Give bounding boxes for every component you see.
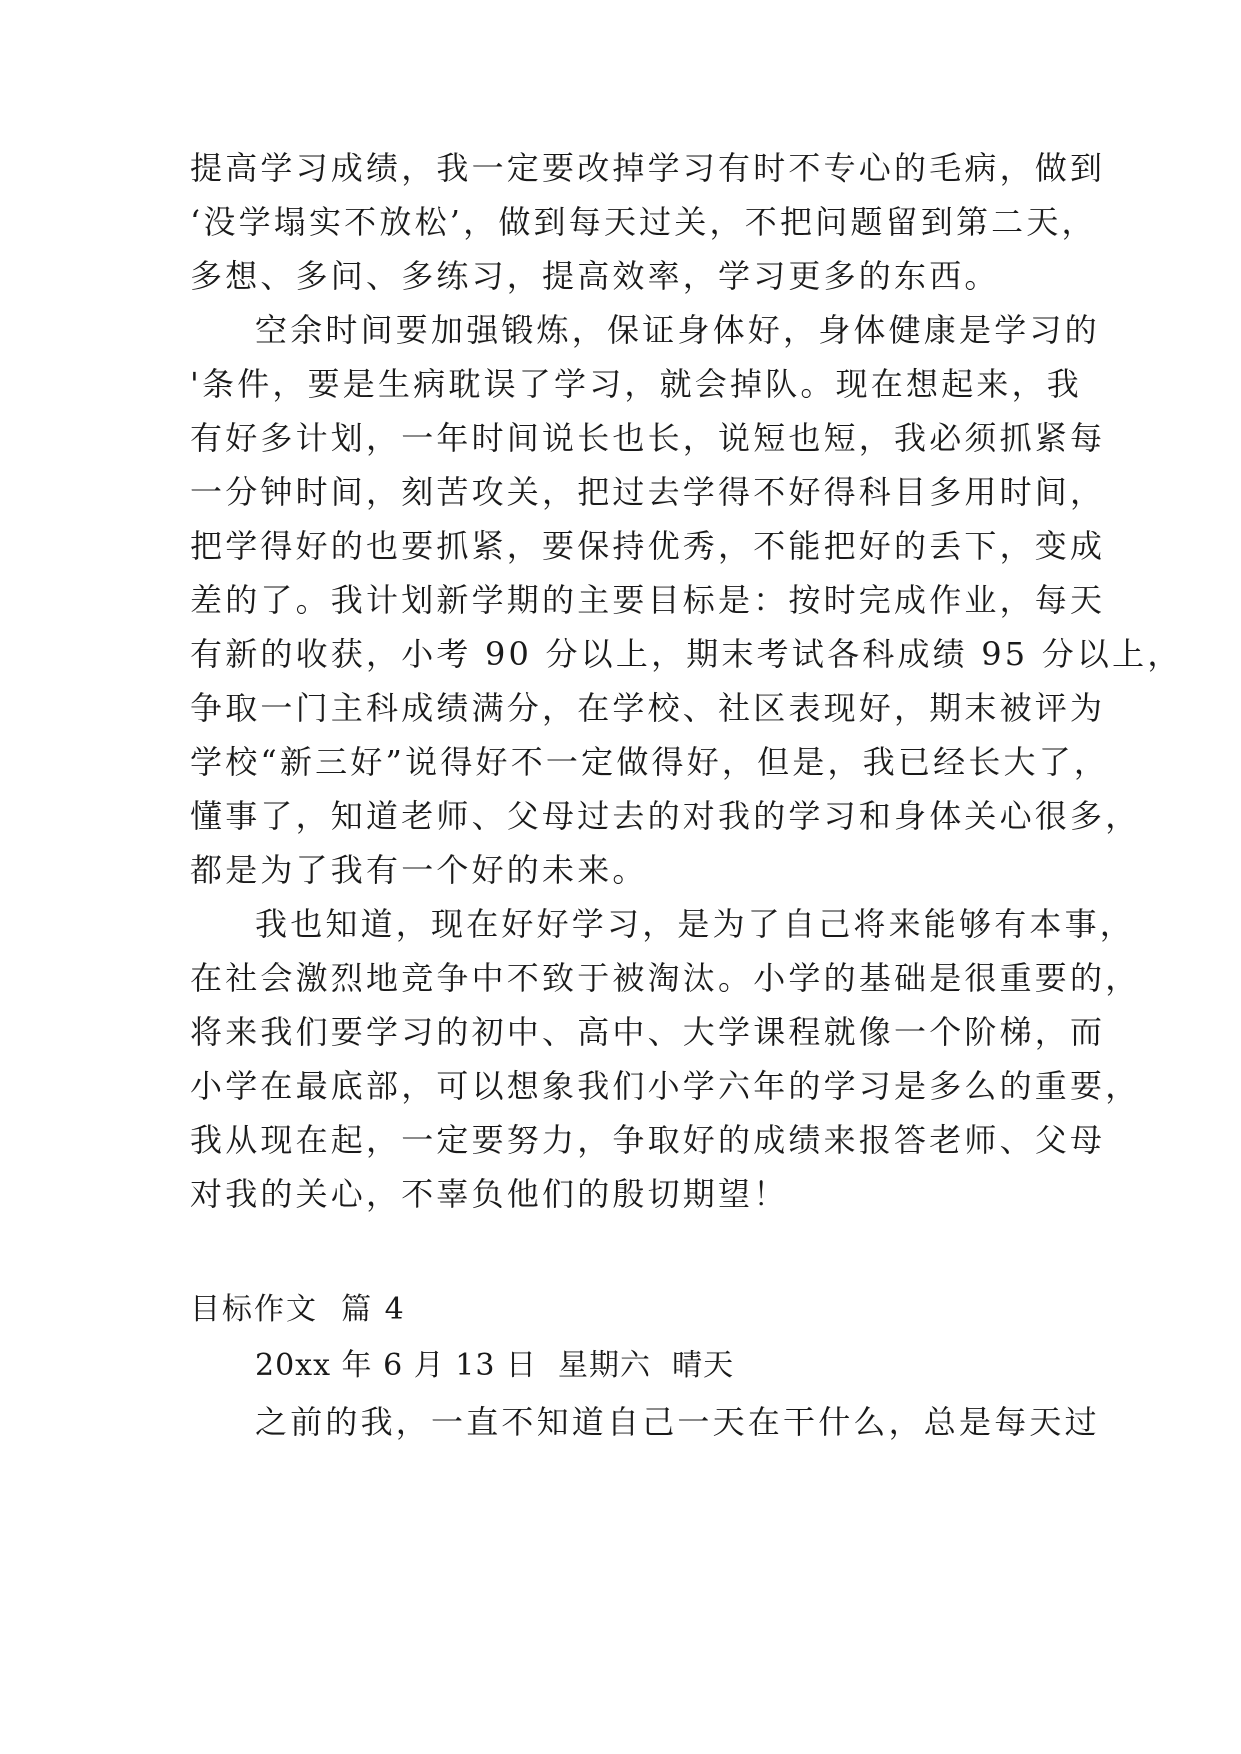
paragraph-3-line-3: 将来我们要学习的初中、高中、大学课程就像一个阶梯，而 xyxy=(190,1013,1106,1051)
paragraph-3-line-2: 在社会激烈地竞争中不致于被淘汰。小学的基础是很重要的， xyxy=(190,959,1141,997)
paragraph-2-line-5: 把学得好的也要抓紧，要保持优秀，不能把好的丢下，变成 xyxy=(190,527,1106,565)
paragraph-3-line-1: 我也知道，现在好好学习，是为了自己将来能够有本事， xyxy=(255,905,1136,943)
section-heading: 目标作文 篇 4 xyxy=(190,1292,406,1327)
paragraph-1-line-1: 提高学习成绩，我一定要改掉学习有时不专心的毛病，做到 xyxy=(190,149,1106,187)
paragraph-2-line-2: '条件，要是生病耽误了学习，就会掉队。现在想起来，我 xyxy=(190,365,1082,403)
paragraph-4-line-1: 之前的我，一直不知道自己一天在干什么，总是每天过 xyxy=(255,1403,1100,1441)
paragraph-2-line-3: 有好多计划，一年时间说长也长，说短也短，我必须抓紧每 xyxy=(190,419,1106,457)
paragraph-2-line-11: 都是为了我有一个好的未来。 xyxy=(190,851,648,889)
paragraph-2-line-7: 有新的收获，小考 90 分以上，期末考试各科成绩 95 分以上， xyxy=(190,635,1183,673)
paragraph-2-line-8: 争取一门主科成绩满分，在学校、社区表现好，期末被评为 xyxy=(190,689,1106,727)
diary-date-line: 20xx 年 6 月 13 日 星期六 晴天 xyxy=(255,1348,735,1383)
paragraph-3-line-5: 我从现在起，一定要努力，争取好的成绩来报答老师、父母 xyxy=(190,1121,1106,1159)
paragraph-1-line-3: 多想、多问、多练习，提高效率，学习更多的东西。 xyxy=(190,257,1000,295)
paragraph-2-line-10: 懂事了，知道老师、父母过去的对我的学习和身体关心很多， xyxy=(190,797,1141,835)
paragraph-2-line-4: 一分钟时间，刻苦攻关，把过去学得不好得科目多用时间， xyxy=(190,473,1106,511)
paragraph-3-line-4: 小学在最底部，可以想象我们小学六年的学习是多么的重要， xyxy=(190,1067,1141,1105)
paragraph-3-line-6: 对我的关心，不辜负他们的殷切期望！ xyxy=(190,1175,789,1213)
paragraph-1-line-2: ‘没学塌实不放松’，做到每天过关，不把问题留到第二天， xyxy=(190,203,1097,241)
paragraph-2-line-1: 空余时间要加强锻炼，保证身体好，身体健康是学习的 xyxy=(255,311,1100,349)
paragraph-2-line-9: 学校“新三好”说得好不一定做得好，但是，我已经长大了， xyxy=(190,743,1110,781)
paragraph-2-line-6: 差的了。我计划新学期的主要目标是：按时完成作业，每天 xyxy=(190,581,1106,619)
